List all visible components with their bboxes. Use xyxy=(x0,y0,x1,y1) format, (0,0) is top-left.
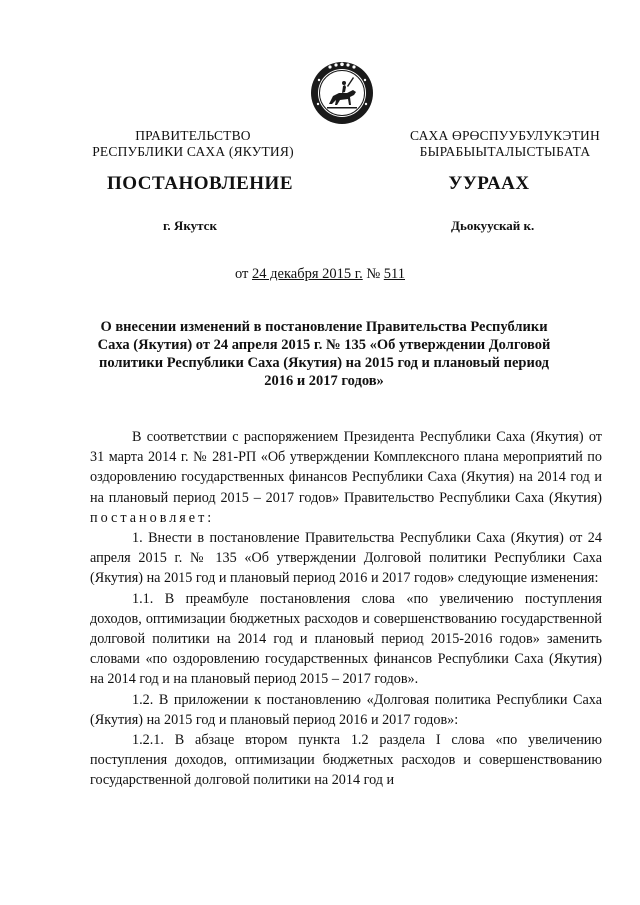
document-body xyxy=(90,427,602,791)
org-name-russian-line2: РЕСПУБЛИКИ САХА (ЯКУТИЯ) xyxy=(92,144,294,159)
number-label: № xyxy=(362,266,384,282)
org-name-yakut-line1: САХА ӨРӨСПУУБУЛУКЭТИН xyxy=(410,128,600,143)
date-prefix: от xyxy=(234,266,253,282)
preamble-text: В соответствии с распоряжением Президента Республики Саха (Якутия) от 31 марта 2014 г. № 281-РП «Об утверждении Комплексного плана мероприятий по оздоровлению государственных финансов Республики Саха (Якутия) на 2014 год и на плановый период 2015 – 2017 годов» Правительство Республики Саха (Якутия) xyxy=(90,429,602,506)
org-name-yakut xyxy=(400,128,610,160)
document-number: 511 xyxy=(383,266,406,282)
coat-of-arms-emblem xyxy=(309,60,375,126)
city-yakut: Дьокуускай к. xyxy=(451,218,535,233)
paragraph-item-1-1: 1.1. В преамбуле постановления слова «по увеличению поступления доходов, оптимизации бюджетных расходов и совершенствованию государственной долговой политики на 2014 год и плановый период 2015-2016 годов» заменить словами «по оздоровлению государственных финансов Республики Саха (Якутия) на 2014 год и на плановый период 2015 – 2017 годов». xyxy=(90,590,602,688)
doc-type-yakut: УУРААХ xyxy=(448,173,530,194)
paragraph-preamble xyxy=(90,427,602,528)
date-line xyxy=(0,266,640,283)
document-title: О внесении изменений в постановление Правительства Республики Саха (Якутия) от 24 апреля 2015 г. № 135 «Об утверждении Долговой политики Республики Саха (Якутия) на 2015 год и плановый период 2016 и 2017 годов» xyxy=(97,319,551,389)
document-date: 24 декабря 2015 г. xyxy=(252,266,363,282)
paragraph-item-1-2-1: 1.2.1. В абзаце втором пункта 1.2 раздела I слова «по увеличению поступления доходов, оптимизации бюджетных расходов и совершенствованию государственной долговой политики на 2014 год и xyxy=(90,732,602,789)
doc-type-russian: ПОСТАНОВЛЕНИЕ xyxy=(106,173,294,194)
city-russian: г. Якутск xyxy=(163,218,217,233)
resolves-word: постановляет: xyxy=(90,509,215,526)
org-name-yakut-line2: БЫРАБЫЫТАЛЫСТЫБАТА xyxy=(419,144,591,159)
org-name-russian xyxy=(88,128,298,160)
org-name-russian-line1: ПРАВИТЕЛЬСТВО xyxy=(135,128,251,143)
paragraph-item-1-2: 1.2. В приложении к постановлению «Долговая политика Республики Саха (Якутия) на 2015 год и плановый период 2016 и 2017 годов»: xyxy=(90,691,602,728)
paragraph-item-1: 1. Внести в постановление Правительства Республики Саха (Якутия) от 24 апреля 2015 г. № 135 «Об утверждении Долговой политики Республики Саха (Якутия) на 2015 год и плановый период 2016 и 2017 годов» следующие изменения: xyxy=(90,530,602,587)
